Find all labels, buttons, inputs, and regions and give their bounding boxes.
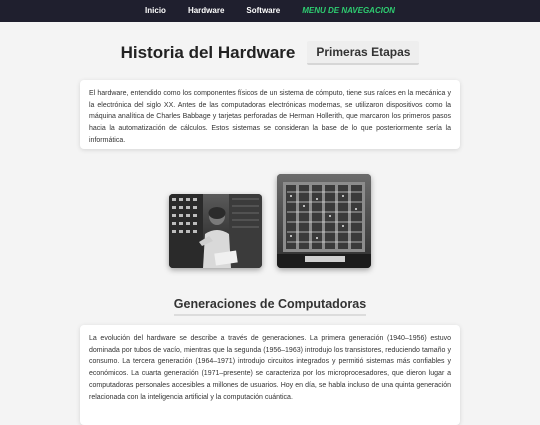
title-row	[0, 41, 540, 65]
subtitle-badge: Primeras Etapas	[307, 41, 419, 65]
operator-photo-illustration	[169, 194, 262, 268]
nav-link-inicio[interactable]: Inicio	[145, 6, 166, 15]
nav-menu-label[interactable]: MENU DE NAVEGACION	[302, 6, 395, 15]
intro-paragraph: El hardware, entendido como los componentes físicos de un sistema de cómputo, tiene sus raíces en la mecánica y la electrónica del siglo XX. Antes de las computadoras electrónicas modernas, se utilizaron dispositivos como la máquina analítica de Charles Babbage y tarjetas perforadas de Herman Hollerith, que marcaron los primeros pasos hacia la automatización de cálculos. Estos sistemas se consideran la base de lo que posteriormente sería la informática.	[89, 90, 451, 144]
page-title: Historia del Hardware	[120, 43, 296, 62]
section-title: Generaciones de Computadoras	[174, 297, 366, 316]
top-navbar	[0, 0, 540, 22]
photo-early-computer-operator	[169, 194, 262, 268]
nav-link-software[interactable]: Software	[246, 6, 281, 15]
machine-photo-illustration	[277, 174, 371, 268]
section-title-wrap	[0, 297, 540, 316]
generations-paragraph: La evolución del hardware se describe a través de generaciones. La primera generación (1940–1956) estuvo dominada por tubos de vacío, mientras que la segunda (1956–1963) introdujo los transistores, reduciendo tamaño y consumo. La tercera generación (1964–1971) introdujo circuitos integrados y permitió sistemas más confiables y económicos. La cuarta generación (1971–presente) se caracteriza por los microprocesadores, que dieron lugar a computadoras personales accesibles a millones de usuarios. Hoy en día, se habla incluso de una quinta generación relacionada con la inteligencia artificial y la computación cuántica.	[89, 335, 451, 401]
photo-early-computer-machine	[277, 174, 371, 268]
intro-card	[80, 80, 460, 149]
nav-link-hardware[interactable]: Hardware	[187, 6, 225, 15]
generations-card	[80, 325, 460, 425]
